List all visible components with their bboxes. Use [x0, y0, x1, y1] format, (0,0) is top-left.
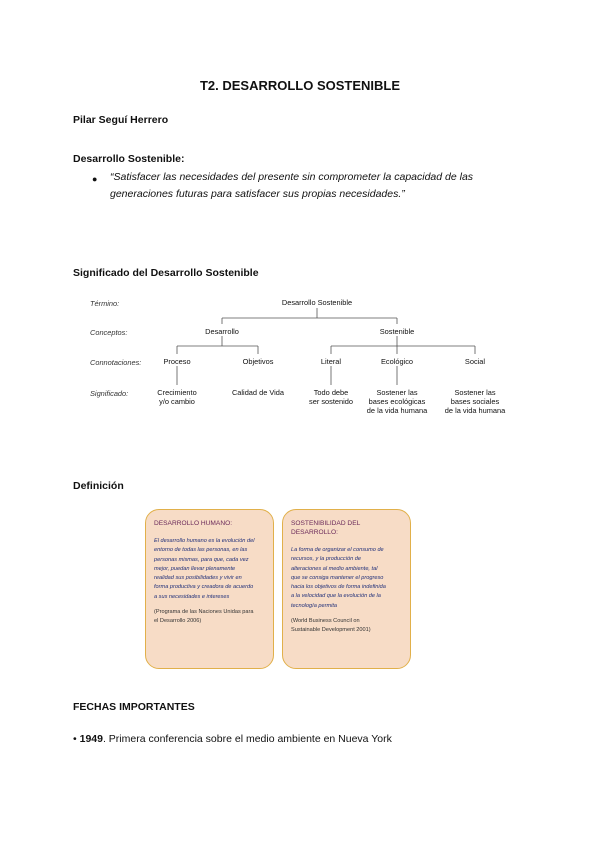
box-body-line: mejor, puedan llevar plenamente [154, 565, 236, 572]
tree-node-term: Desarrollo Sostenible [281, 298, 353, 307]
quote-line: generaciones futuras para satisfacer sus propias necesidades.” [110, 188, 405, 200]
bullet-icon: • [73, 733, 77, 745]
definition-box-human-development [145, 509, 274, 669]
tree-node-meaning [232, 388, 284, 397]
box-body-line: hacia los objetivos de forma indefinida [291, 584, 386, 591]
row-label-term: Término: [90, 299, 120, 308]
meaning-line: Crecimiento [157, 388, 197, 397]
box-source-line: (World Business Council on [291, 618, 360, 625]
meaning-line: ser sostenido [309, 397, 353, 406]
box-body-line: forma productiva y creadora de acuerdo [154, 584, 254, 591]
box-body-line: realidad sus posibilidades y vivir en [154, 575, 242, 582]
tree-node-connotation: Proceso [163, 357, 191, 366]
tree-node-connotation: Literal [320, 357, 342, 366]
date-description: . Primera conferencia sobre el medio ambiente en Nueva York [102, 733, 392, 745]
quote-line: “Satisfacer las necesidades del presente sin comprometer la capacidad de las [110, 171, 474, 183]
box-body-line: alteraciones al medio ambiente, tal [291, 565, 378, 572]
tree-node-connotation: Ecológico [380, 357, 414, 366]
box-source-line: (Programa de las Naciones Unidas para [154, 609, 254, 616]
section-heading-definition: Definición [73, 480, 124, 492]
document-title: T2. DESARROLLO SOSTENIBLE [199, 78, 401, 93]
box-body [291, 546, 402, 611]
definition-quote [110, 169, 510, 203]
box-source [154, 608, 265, 626]
section-heading-meaning: Significado del Desarrollo Sostenible [73, 267, 259, 279]
meaning-line: Calidad de Vida [231, 388, 285, 397]
box-title: DESARROLLO HUMANO: [154, 520, 233, 527]
tree-node-connotation: Objetivos [242, 357, 274, 366]
tree-node-concept: Sostenible [379, 327, 415, 336]
author-name: Pilar Seguí Herrero [73, 114, 169, 126]
tree-node-meaning [445, 388, 505, 415]
box-title [291, 519, 402, 537]
box-source-line: Sustainable Development 2001) [291, 627, 371, 634]
box-title-line: DESARROLLO: [291, 529, 338, 536]
box-body-line: La forma de organizar el consumo de [291, 547, 384, 553]
section-heading-important-dates: FECHAS IMPORTANTES [73, 701, 195, 713]
definition-box-sustainability [282, 509, 411, 669]
tree-node-meaning [367, 388, 427, 415]
meaning-line: de la vida humana [366, 406, 428, 415]
box-body-line: recursos, y la producción de [291, 556, 361, 563]
meaning-line: bases ecológicas [368, 397, 426, 406]
date-year: 1949 [79, 733, 103, 745]
box-body-line: tecnología permita [291, 602, 338, 609]
meaning-line: Sostener las [376, 388, 418, 397]
box-body-line: personas mismas, para que, cada vez [154, 556, 249, 563]
tree-node-meaning [157, 388, 196, 406]
box-source [291, 617, 402, 635]
meaning-line: de la vida humana [444, 406, 506, 415]
row-label-concepts: Conceptos: [90, 328, 128, 337]
meaning-line: bases sociales [450, 397, 500, 406]
box-body [154, 537, 265, 602]
box-body-line: entorno de todas las personas, en las [154, 547, 248, 554]
meaning-line: Todo debe [313, 388, 349, 397]
box-body-line: que se consiga mantener el progreso [291, 574, 384, 581]
meaning-line: Sostener las [454, 388, 496, 397]
row-label-meaning: Significado: [90, 389, 129, 398]
box-title-line: SOSTENIBILIDAD DEL [291, 520, 361, 527]
box-source-line: el Desarrollo 2006) [154, 618, 202, 625]
concept-tree-diagram [0, 288, 600, 428]
tree-node-meaning [309, 388, 353, 406]
section-heading-sustainable-development: Desarrollo Sostenible: [73, 153, 185, 165]
tree-node-concept: Desarrollo [205, 327, 239, 336]
box-body-line: El desarrollo humano es la evolución del [154, 538, 255, 544]
row-label-connotations: Connotaciones: [90, 358, 142, 367]
bullet-icon: ● [92, 174, 98, 184]
meaning-line: y/o cambio [159, 397, 195, 406]
tree-node-connotation: Social [464, 357, 486, 366]
box-body-line: a la velocidad que la evolución de la [291, 593, 381, 600]
list-item-date [73, 733, 392, 745]
box-body-line: a sus necesidades e intereses [154, 593, 230, 600]
